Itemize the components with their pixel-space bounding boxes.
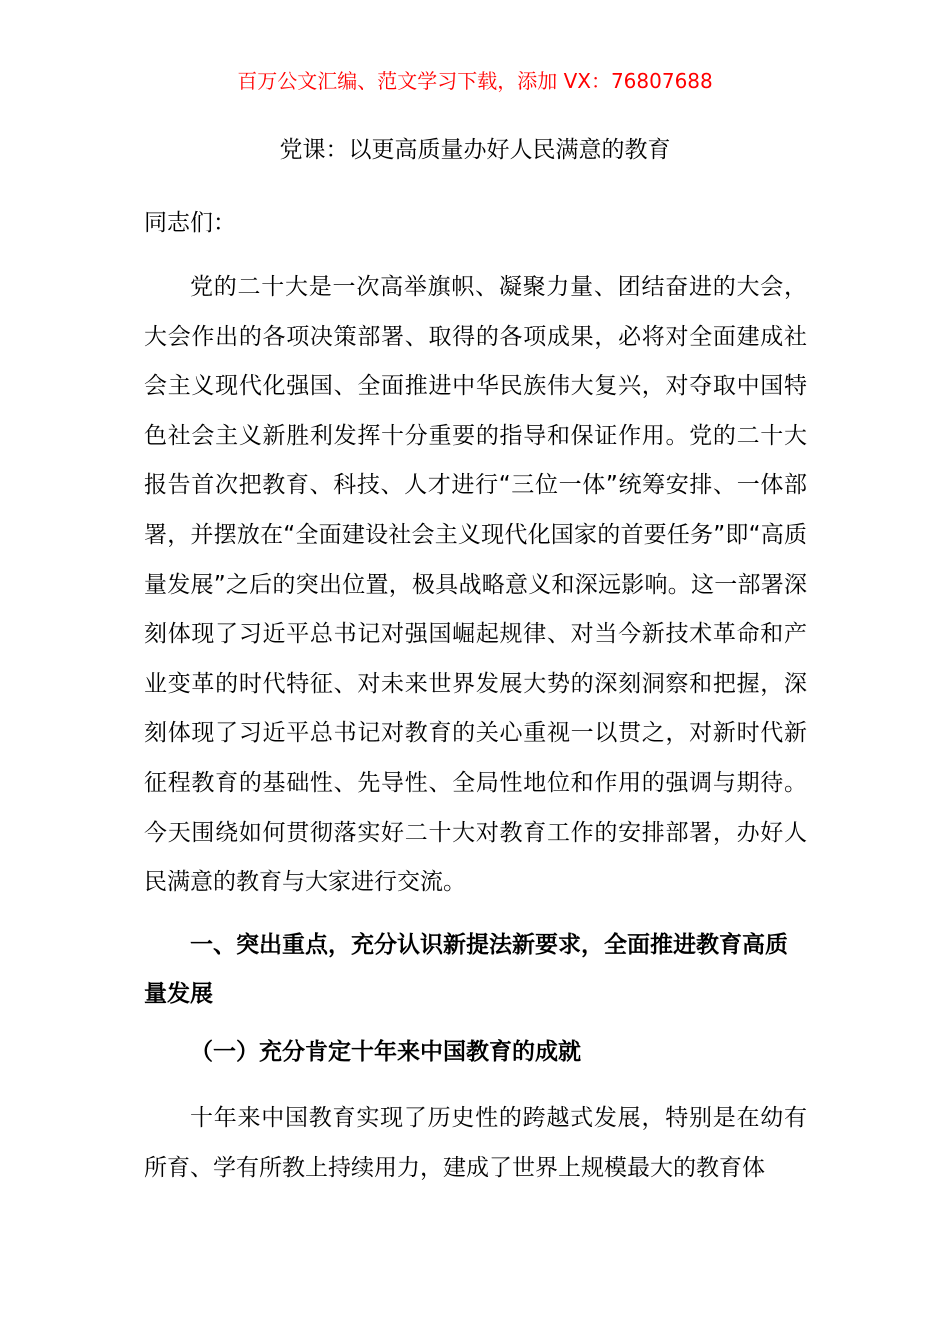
salutation: 同志们：: [144, 210, 236, 236]
body-paragraph-2: 十年来中国教育实现了历史性的跨越式发展，特别是在幼有所育、学有所教上持续用力，建成了世界上规模最大的教育体: [144, 1105, 807, 1181]
document-title: 党课：以更高质量办好人民满意的教育: [279, 137, 671, 163]
header-note: 百万公文汇编、范文学习下载，添加 VX：76807688: [237, 69, 713, 93]
section-heading-1: 一、突出重点，充分认识新提法新要求，全面推进教育高质量发展: [144, 932, 788, 1007]
subsection-heading-1: （一）充分肯定十年来中国教育的成就: [190, 1039, 581, 1065]
body-paragraph-1: 党的二十大是一次高举旗帜、凝聚力量、团结奋进的大会，大会作出的各项决策部署、取得的各项成果，必将对全面建成社会主义现代化强国、全面推进中华民族伟大复兴，对夺取中国特色社会主义新胜利发挥十分重要的指导和保证作用。党的二十大报告首次把教育、科技、人才进行“三位一体”统筹安排、一体部署，并摆放在“全面建设社会主义现代化国家的首要任务”即“高质量发展”之后的突出位置，极具战略意义和深远影响。这一部署深刻体现了习近平总书记对强国崛起规律、对当今新技术革命和产业变革的时代特征、对未来世界发展大势的深刻洞察和把握，深刻体现了习近平总书记对教育的关心重视一以贯之，对新时代新征程教育的基础性、先导性、全局性地位和作用的强调与期待。今天围绕如何贯彻落实好二十大对教育工作的安排部署，办好人民满意的教育与大家进行交流。: [144, 274, 807, 896]
